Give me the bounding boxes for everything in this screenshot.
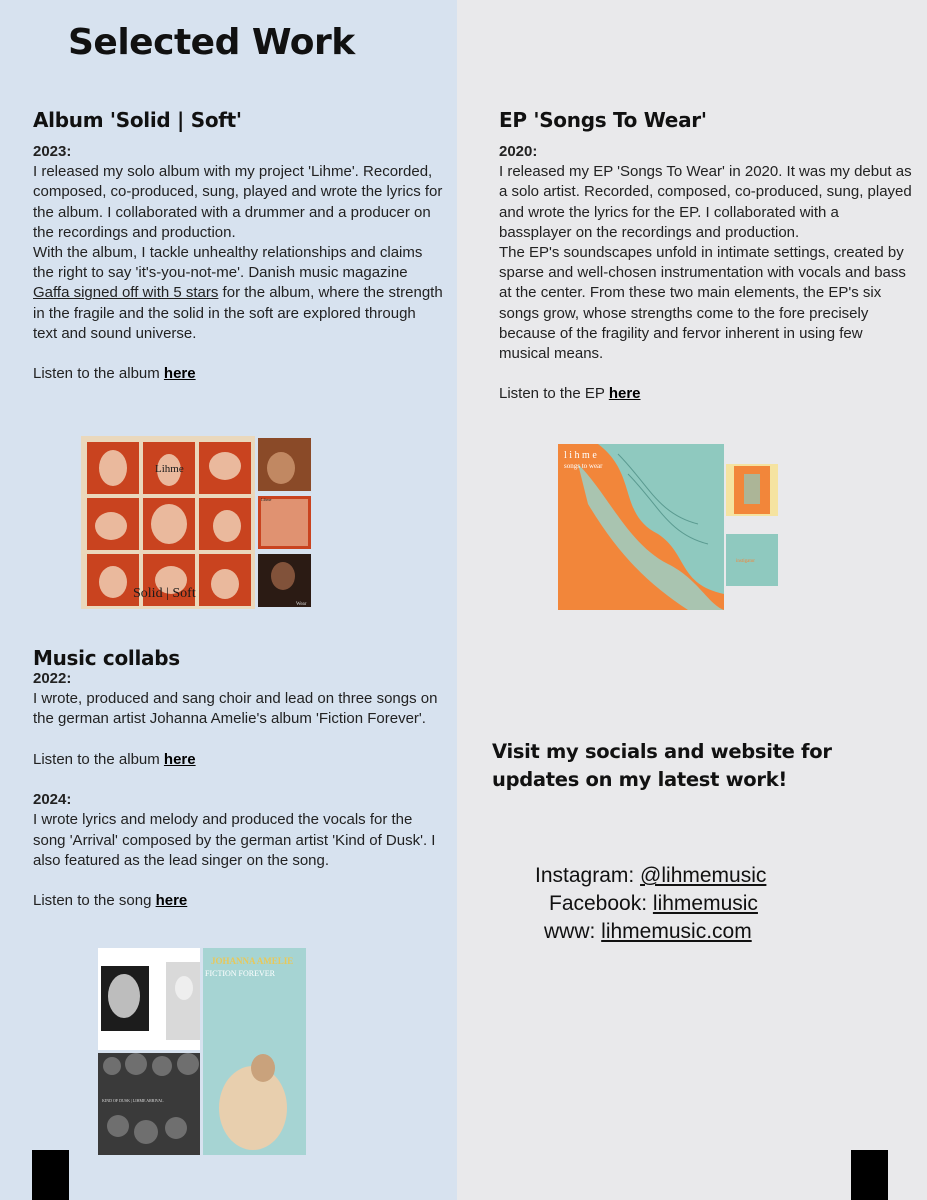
collab-1-listen-line — [33, 750, 448, 770]
album-p2-after: for the album, where the strength in the fragile and the solid in the soft are explored through text and sound universe. — [33, 284, 443, 342]
collab-2-listen-prefix: Listen to the song — [33, 892, 156, 910]
collabs-description — [33, 669, 448, 911]
album-cover-subtitle: Solid | Soft — [133, 586, 196, 601]
instagram-label: Instagram: — [535, 864, 641, 887]
socials-call-to-action: Visit my socials and website for updates on my latest work! — [492, 740, 832, 791]
collab-1-text: I wrote, produced and sang choir and lead on three songs on the german artist Johanna Amelie's album 'Fiction Forever'. — [33, 690, 438, 728]
album-paragraph-2 — [33, 243, 443, 344]
album-description — [33, 142, 443, 384]
ep-cover-subtitle: songs to wear — [564, 462, 603, 470]
facebook-link[interactable]: lihmemusic — [652, 892, 758, 915]
collab-1-listen-link[interactable]: here — [163, 750, 196, 768]
collab-2-text: I wrote lyrics and melody and produced the vocals for the song 'Arrival' composed by the german artist 'Kind of Dusk'. I also featured as the lead singer on the song. — [33, 811, 436, 869]
ep-paragraph-2: The EP's soundscapes unfold in intimate settings, created by sparse and well-chosen instrumentation with vocals and bass at the center. From these two main elements, the EP's six songs grow, whose strengths come to the fore precisely because of the fragility and fervor inherent in using few musical means. — [499, 244, 906, 363]
instagram-link[interactable]: @lihmemusic — [640, 864, 767, 887]
page-title: Selected Work — [68, 22, 355, 63]
album-year: 2023: — [33, 143, 72, 160]
website-link[interactable]: lihmemusic.com — [601, 920, 752, 943]
collab-1-listen-prefix: Listen to the album — [33, 750, 164, 768]
facebook-label: Facebook: — [549, 892, 653, 915]
collab-cover-arrival: KIND OF DUSK | LIHME ARRIVAL — [102, 1098, 164, 1103]
album-p2-before: With the album, I tackle unhealthy relationships and claims the right to say 'it's-you-not-me'. Danish music magazine — [33, 244, 423, 282]
album-listen-line — [33, 364, 443, 384]
ep-listen-link[interactable]: here — [608, 385, 641, 403]
album-thumb-label-2: Wear — [296, 602, 307, 607]
album-artwork — [81, 436, 313, 609]
album-listen-link[interactable]: here — [163, 365, 196, 383]
ep-listen-prefix: Listen to the EP — [499, 385, 609, 403]
ep-paragraph-1: I released my EP 'Songs To Wear' in 2020. It was my debut as a solo artist. Recorded, composed, co-produced, sung, played and wrote the lyrics for the EP. I collaborated with a bassplayer on the recordings and production. — [499, 163, 912, 241]
collabs-artwork — [98, 948, 306, 1155]
ep-single-label: instigator — [736, 559, 755, 564]
website-label: www: — [544, 920, 602, 943]
ep-heading: EP 'Songs To Wear' — [499, 108, 707, 132]
ep-listen-line — [499, 384, 913, 404]
album-listen-prefix: Listen to the album — [33, 365, 164, 383]
collab-2-year: 2024: — [33, 791, 72, 809]
ep-year: 2020: — [499, 143, 538, 160]
collabs-heading: Music collabs — [33, 646, 180, 670]
album-paragraph-1: I released my solo album with my project 'Lihme'. Recorded, composed, co-produced, sung, played and wrote the lyrics for the album. I collaborated with a drummer and a producer on the recordings and production. — [33, 163, 443, 241]
ep-cover-title: l i h m e — [564, 450, 597, 461]
ep-description — [499, 142, 913, 405]
facebook-line — [549, 892, 758, 916]
instagram-line — [535, 864, 766, 888]
album-heading: Album 'Solid | Soft' — [33, 108, 242, 132]
collab-cover-album: FICTION FOREVER — [205, 969, 276, 978]
ep-artwork — [558, 444, 780, 610]
collab-2-listen-link[interactable]: here — [155, 892, 188, 910]
corner-block-right — [851, 1150, 888, 1200]
collab-2-listen-line — [33, 891, 448, 911]
corner-block-left — [32, 1150, 69, 1200]
website-line — [544, 920, 752, 944]
album-cover-title: Lihme — [155, 463, 184, 475]
collab-1-year: 2022: — [33, 670, 72, 687]
collab-cover-artist: JOHANNA AMELIE — [211, 956, 294, 966]
gaffa-review-link[interactable]: Gaffa signed off with 5 stars — [33, 284, 219, 302]
album-thumb-label-1: Lihme — [261, 497, 272, 502]
